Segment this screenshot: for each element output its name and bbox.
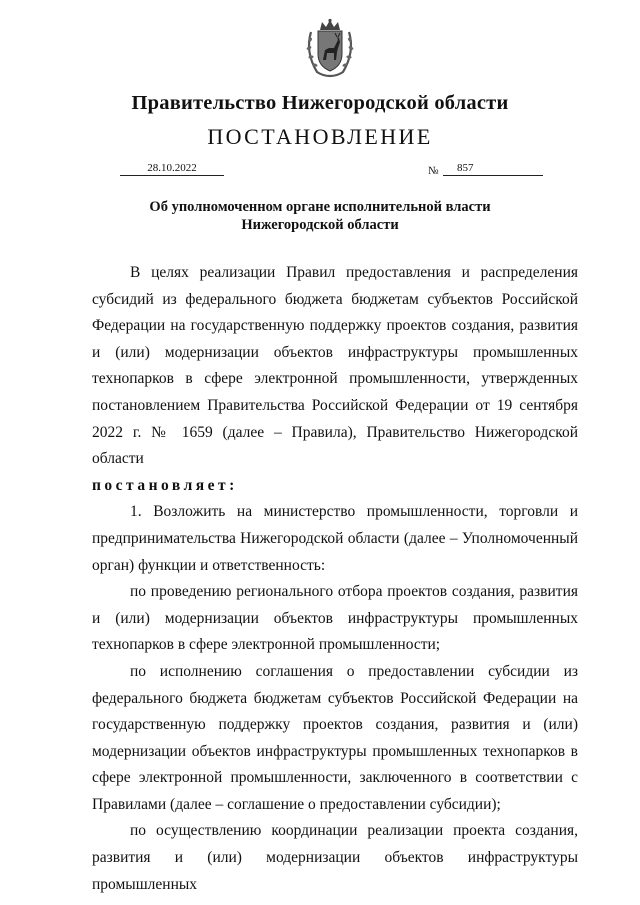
subject-line-1: Об уполномоченном органе исполнительной власти: [149, 199, 491, 215]
document-body: [92, 260, 578, 898]
document-type: ПОСТАНОВЛЕНИЕ: [207, 124, 433, 149]
document-subject: [0, 198, 640, 234]
paragraph-coordination: по осуществлению координации реализации проекта создания, развития и (или) модернизации объектов инфраструктуры промышленных: [92, 822, 578, 893]
document-number: 857: [443, 162, 543, 176]
paragraph-item-1: 1. Возложить на министерство промышленности, торговли и предпринимательства Нижегородской области (далее – Уполномоченный орган) функции и ответственность:: [92, 503, 578, 574]
coat-of-arms-icon: [303, 18, 357, 78]
document-date: 28.10.2022: [120, 162, 224, 176]
subject-line-2: Нижегородской области: [241, 217, 399, 233]
resolves-word: постановляет:: [92, 476, 238, 494]
paragraph-regional-selection: по проведению регионального отбора проектов создания, развития и (или) модернизации объектов инфраструктуры промышленных технопарков в сфере электронной промышленности;: [92, 583, 578, 654]
paragraph-preamble: В целях реализации Правил предоставления и распределения субсидий из федерального бюджета бюджетам субъектов Российской Федерации на государственную поддержку проектов создания, развития и (или) модернизации объектов инфраструктуры промышленных технопарков в сфере электронной промышленности, утвержденных постановлением Правительства Российской Федерации от 19 сентября 2022 г. № 1659 (далее – Правила), Правительство Нижегородской области: [92, 264, 578, 468]
government-name: Правительство Нижегородской области: [131, 92, 509, 114]
number-sign: №: [428, 165, 439, 177]
paragraph-agreement-execution: по исполнению соглашения о предоставлении субсидии из федерального бюджета бюджетам субъектов Российской Федерации на государственную поддержку проектов создания, развития и (или) модернизации объектов инфраструктуры промышленных технопарков в сфере электронной промышленности, заключенного в соответствии с Правилами (далее – соглашение о предоставлении субсидии);: [92, 662, 578, 813]
